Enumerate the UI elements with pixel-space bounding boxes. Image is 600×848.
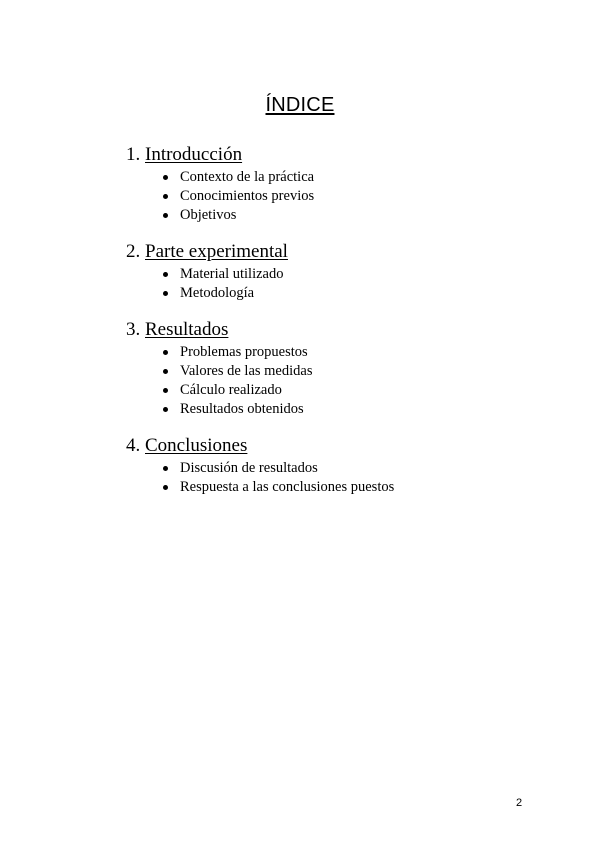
list-item-label: Metodología <box>180 285 255 301</box>
section-heading <box>126 433 566 459</box>
list-item <box>163 168 566 187</box>
list-item <box>163 284 566 303</box>
section-number: 4. <box>126 435 141 456</box>
list-item <box>163 187 566 206</box>
section-title: Conclusiones <box>145 435 248 456</box>
bullet-icon <box>163 194 168 199</box>
section-items <box>126 459 566 497</box>
bullet-icon <box>163 291 168 296</box>
section-items <box>126 265 566 303</box>
toc-section-parte-experimental <box>126 239 566 303</box>
list-item-label: Cálculo realizado <box>180 382 282 398</box>
page-title: ÍNDICE <box>265 94 335 116</box>
list-item <box>163 265 566 284</box>
toc-section-introduccion <box>126 142 566 225</box>
list-item <box>163 362 566 381</box>
section-title: Introducción <box>145 144 243 165</box>
list-item-label: Contexto de la práctica <box>180 169 315 185</box>
table-of-contents <box>126 142 566 511</box>
list-item-label: Material utilizado <box>180 266 284 282</box>
bullet-icon <box>163 466 168 471</box>
list-item-label: Resultados obtenidos <box>180 401 304 417</box>
bullet-icon <box>163 369 168 374</box>
section-title: Resultados <box>145 319 229 340</box>
list-item <box>163 400 566 419</box>
toc-section-resultados <box>126 317 566 419</box>
bullet-icon <box>163 350 168 355</box>
list-item-label: Problemas propuestos <box>180 344 308 360</box>
section-title: Parte experimental <box>145 241 288 262</box>
list-item-label: Conocimientos previos <box>180 188 315 204</box>
list-item-label: Valores de las medidas <box>180 363 313 379</box>
list-item <box>163 206 566 225</box>
section-items <box>126 343 566 419</box>
list-item-label: Objetivos <box>180 207 237 223</box>
section-heading <box>126 239 566 265</box>
section-number: 2. <box>126 241 141 262</box>
bullet-icon <box>163 175 168 180</box>
bullet-icon <box>163 485 168 490</box>
bullet-icon <box>163 388 168 393</box>
list-item-label: Respuesta a las conclusiones puestos <box>180 479 395 495</box>
list-item <box>163 459 566 478</box>
section-heading <box>126 317 566 343</box>
section-items <box>126 168 566 225</box>
list-item <box>163 381 566 400</box>
bullet-icon <box>163 407 168 412</box>
page-number: 2 <box>516 797 523 809</box>
section-number: 3. <box>126 319 141 340</box>
bullet-icon <box>163 272 168 277</box>
bullet-icon <box>163 213 168 218</box>
section-heading <box>126 142 566 168</box>
list-item <box>163 478 566 497</box>
toc-section-conclusiones <box>126 433 566 497</box>
section-number: 1. <box>126 144 141 165</box>
list-item <box>163 343 566 362</box>
list-item-label: Discusión de resultados <box>180 460 318 476</box>
